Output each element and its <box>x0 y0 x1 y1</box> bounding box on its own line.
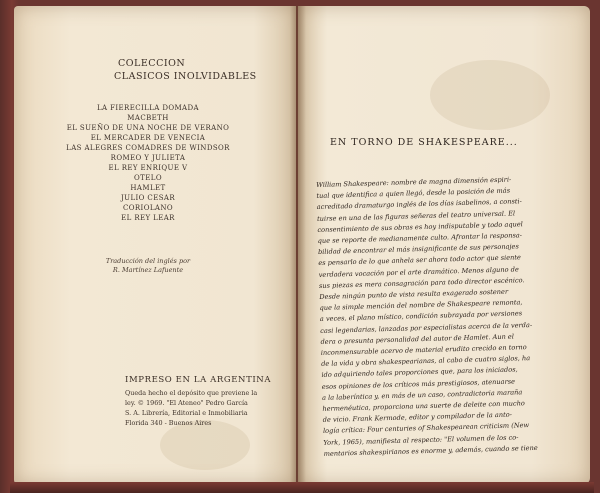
title-item: ROMEO Y JULIETA <box>110 154 186 162</box>
body-line: logía crítica: Four centuries of Shakespearean criticism (New <box>322 421 530 436</box>
body-line: tual que identifica a quien llegó, desde la posición de más <box>316 186 511 201</box>
title-item: MACBETH <box>127 114 169 122</box>
body-line: que la simple mención del nombre de Shakespeare remonta, <box>319 298 523 313</box>
body-line: a veces, el plano místico, condición subrayada por versiones <box>319 309 523 324</box>
title-item: HAMLET <box>130 184 166 192</box>
translation-credit <box>0 257 296 275</box>
body-line: tuirse en una de las figuras señeras del teatro universal. El <box>316 209 516 223</box>
body-line: acreditado dramaturgo inglés de los días isabelinos, a consti- <box>316 197 522 212</box>
title-item: LAS ALEGRES COMADRES DE WINDSOR <box>66 144 230 152</box>
title-item: LA FIERECILLA DOMADA <box>97 104 199 112</box>
title-item: EL REY LEAR <box>121 214 175 222</box>
chapter-heading: EN TORNO DE SHAKESPEARE... <box>330 137 518 148</box>
printed-in: IMPRESO EN LA ARGENTINA <box>125 375 272 385</box>
translation-label: Traducción del inglés por <box>105 257 191 265</box>
title-item: EL MERCADER DE VENECIA <box>90 134 206 142</box>
legal-line: Queda hecho el depósito que previene la <box>125 389 258 397</box>
body-line: que se reporte de medianamente culto. Afrontar la responsa- <box>317 231 523 245</box>
body-line: es pensarlo de lo que anhela ser ahora todo actor que siente <box>318 253 522 268</box>
legal-line: Florida 340 - Buenos Aires <box>125 419 212 427</box>
body-line: sus piezas es mera consagración para todo director escénico. <box>318 276 525 290</box>
body-line: hermenéutica, proporciona una suerte de deleite con mucho <box>322 399 525 413</box>
body-line: de la vida y obra shakespearianas, al cabo de cuatro siglos, ha <box>321 354 531 369</box>
collection-subtitle: CLASICOS INOLVIDABLES <box>114 71 257 82</box>
body-line: consentimiento de sus obras es hoy indisputable y todo aquel <box>317 220 523 234</box>
book-cover-edge <box>10 482 594 493</box>
book-gutter <box>290 6 306 484</box>
legal-line: S. A. Librería, Editorial e Inmobiliaria <box>125 409 248 417</box>
legal-notice <box>125 388 285 428</box>
collection-name: COLECCION <box>118 58 186 69</box>
body-line: dera o presunta personalidad del autor de Hamlet. Aun el <box>320 332 514 346</box>
body-line: William Shakespeare: nombre de magna dimensión espiri- <box>316 175 512 189</box>
body-line: Desde ningún punto de vista resulta exagerado sostener <box>319 287 509 301</box>
body-line: casi legendarias, lanzadas por especialistas acerca de la verda- <box>320 320 533 335</box>
title-item: OTELO <box>134 174 162 182</box>
body-line: bilidad de encontrar el más insignificante de sus personajes <box>317 242 519 257</box>
collection-title <box>114 57 258 83</box>
body-line: mentarios shakespirianos es enorme y, además, cuando se tiene <box>323 443 538 458</box>
body-line: York, 1965), manifiesta al respecto: "El volumen de los co- <box>323 433 519 447</box>
title-item: EL REY ENRIQUE V <box>108 164 188 172</box>
paper-stain <box>430 60 550 130</box>
translator-name: R. Martínez Lafuente <box>112 266 184 274</box>
title-item: EL SUEÑO DE UNA NOCHE DE VERANO <box>66 124 230 132</box>
body-line: de vicio. Frank Kermode, editor y compilador de la anto- <box>322 410 513 425</box>
body-line: verdadera vocación por el arte dramático. Menos alguno de <box>318 264 519 279</box>
legal-line: ley. © 1969. "El Ateneo" Pedro García <box>125 399 248 407</box>
body-text <box>316 173 592 460</box>
title-list <box>0 103 296 223</box>
title-item: CORIOLANO <box>122 204 174 212</box>
body-line: ido adquiriendo tales proporciones que, para los iniciados, <box>321 365 518 380</box>
body-line: a la laberíntica y, en más de un caso, contradictoria maraña <box>321 388 523 402</box>
body-line: inconmensurable acervo de material erudito crecido en torno <box>320 343 527 357</box>
body-line: esos opiniones de los críticos más prestigiosos, atenuarse <box>321 377 516 391</box>
title-item: JULIO CESAR <box>120 194 176 202</box>
